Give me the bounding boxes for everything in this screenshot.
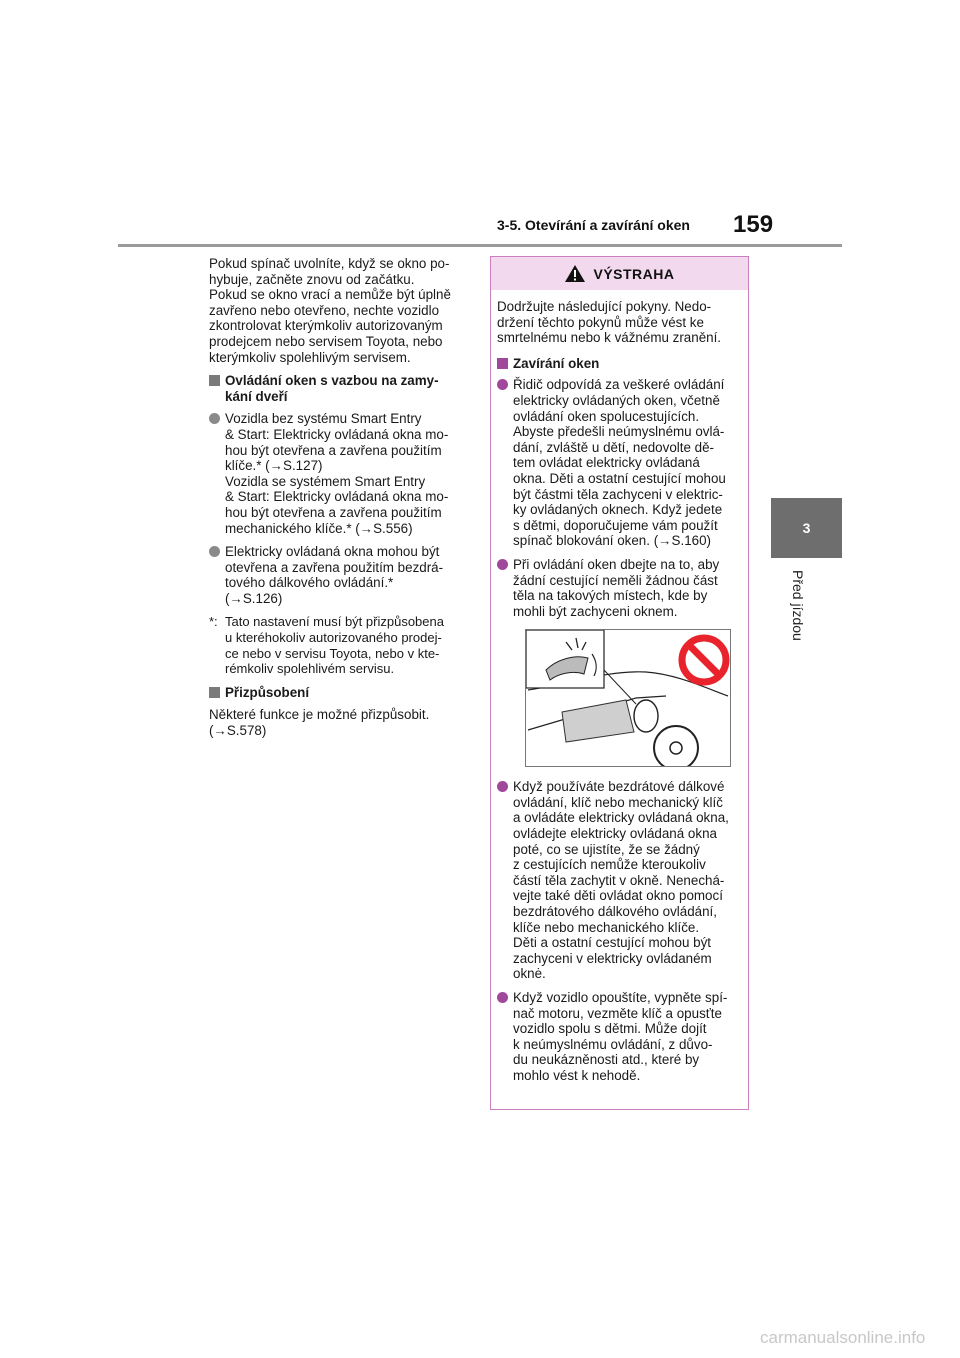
site-watermark: carmanualsonline.info (760, 1328, 926, 1347)
customization-text: Některé funkce je možné přizpůsobit. (→S.578) (209, 707, 430, 739)
left-column (209, 256, 467, 747)
circle-bullet-icon (497, 992, 508, 1003)
chapter-name: Před jízdou (790, 570, 806, 641)
window-hazard-illustration (525, 629, 731, 767)
circle-bullet-icon (497, 781, 508, 792)
section-title: 3-5. Otevírání a zavírání oken (497, 217, 690, 233)
warning-item: Při ovládání oken dbejte na to, aby žádní cestující neměli žádnou část těla na takových místech, kde by mohli být zachyceni oknem. (497, 557, 744, 619)
square-bullet-icon (209, 687, 220, 698)
heading-window-lock-link: Ovládání oken s vazbou na zamy- kání dveří (209, 373, 467, 404)
warning-intro: Dodržujte následující pokyny. Nedo- držení těchto pokynů může vést ke smrtelnému nebo k vážnému zranění. (497, 299, 722, 346)
warning-item: Když vozidlo opouštíte, vypněte spí- nač motoru, vezměte klíč a opusťte vozidlo spolu s dětmi. Může dojít k neúmyslnému ovládání, z důvo- du neukázněnosti atd., které by mohlo vést k nehodě. (497, 990, 744, 1084)
header-rule (118, 244, 842, 247)
circle-bullet-icon (497, 379, 508, 390)
warning-subheading: Zavírání oken (497, 356, 744, 372)
warning-item: Když používáte bezdrátové dálkové ovládání, klíč nebo mechanický klíč a ovládáte elektricky ovládaná okna, ovládejte elektricky ovládaná okna poté, co se ujistíte, že se žádný z cestujících nemůže kteroukoliv částí těla zachytit v okně. Nenechá- vejte také děti ovládat okno pomocí bezdrátového dálkového ovládání, klíče nebo mechanického klíče. Děti a ostatní cestující mohou být zachyceni v elektricky ovládaném oknė. (497, 779, 744, 982)
circle-bullet-icon (497, 559, 508, 570)
heading-customization: Přizpůsobení (209, 685, 467, 701)
square-bullet-icon (209, 375, 220, 386)
intro-paragraph: Pokud spínač uvolníte, když se okno po- hybuje, začněte znovu od začátku. Pokud se okno vrací a nemůže být úplně zavřeno nebo otevřeno, nechte vozidlo zkontrolovat kterýmkoliv autorizovaným prodejcem nebo servisem Toyota, nebo kterýmkoliv spolehlivým servisem. (209, 256, 451, 365)
warning-item: Řidič odpovídá za veškeré ovládání elektricky ovládaných oken, včetně ovládání oken spolucestujících. Abyste předešli neúmyslnému ovlá- dání, zvláště u dětí, nedovolte dě- tem ovládat elektricky ovládaná okna. Děti a ostatní cestující mohou být částmi těla zachyceni v elektric- ky ovládaných oknech. Když jedete s dětmi, doporučujeme vám použít spínač blokování oken. (→S.160) (497, 377, 744, 549)
page-number: 159 (733, 211, 774, 238)
circle-bullet-icon (209, 546, 220, 557)
warning-header: VÝSTRAHA (491, 257, 748, 290)
chapter-tab: 3 (771, 498, 842, 558)
warning-triangle-icon (564, 264, 586, 283)
circle-bullet-icon (209, 413, 220, 424)
bullet-smart-entry: Vozidla bez systému Smart Entry & Start: Elektricky ovládaná okna mo- hou být otevřena a zavřena použitím klíče.* (→S.127) Vozidla se systémem Smart Entry & Start: Elektricky ovládaná okna mo- hou být otevřena a zavřena použitím mechanického klíče.* (→S.556) (209, 411, 467, 536)
warning-box (490, 256, 749, 1110)
bullet-wireless-remote: Elektricky ovládaná okna mohou být otevřena a zavřena použitím bezdrá- tového dálkového ovládání.* (→S.126) (209, 544, 467, 606)
footnote: *: Tato nastavení musí být přizpůsobena u kteréhokoliv autorizovaného prodej- ce nebo v servisu Toyota, nebo v kte- rémkoliv spolehlivém servisu. (209, 614, 444, 677)
square-bullet-icon (497, 358, 508, 369)
